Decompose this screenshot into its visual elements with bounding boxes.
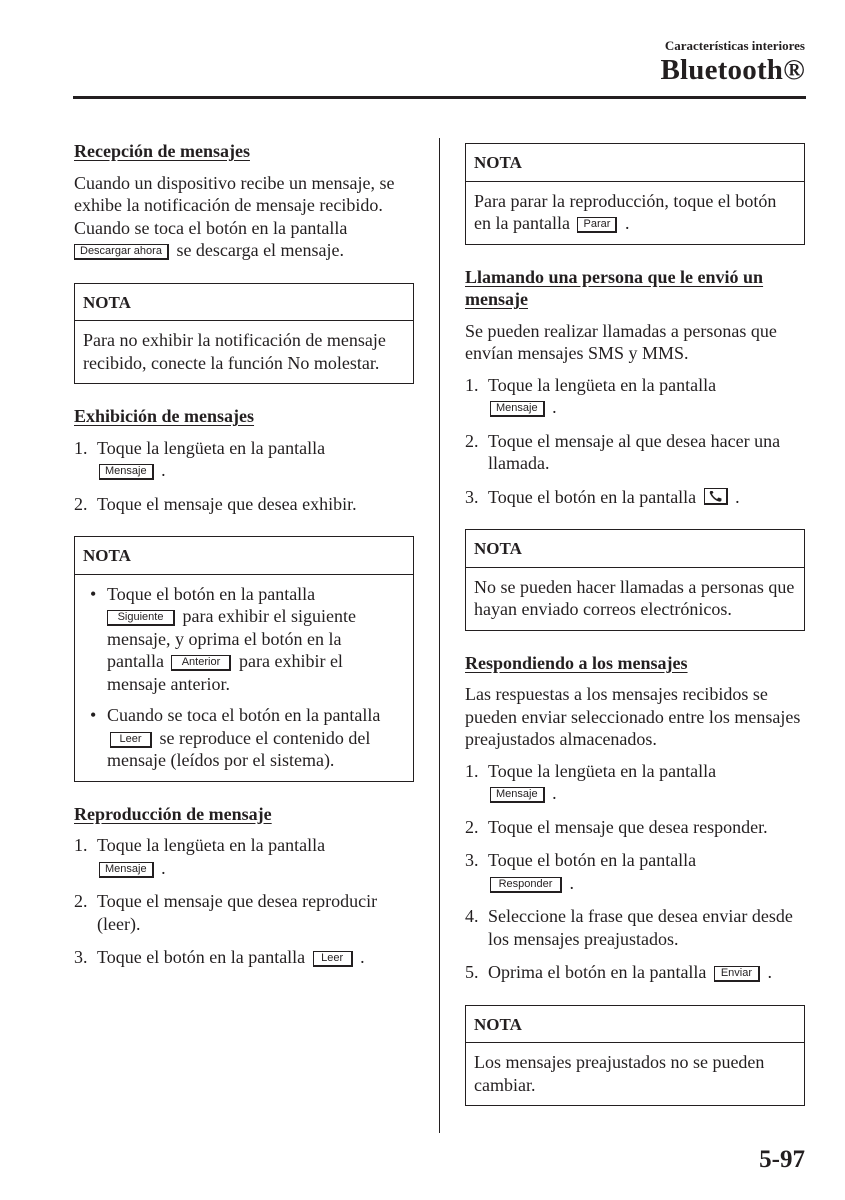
- enviar-button[interactable]: Enviar: [714, 966, 760, 982]
- heading-reproduccion: Reproducción de mensaje: [74, 803, 272, 824]
- chapter-title: Bluetooth®: [660, 54, 805, 86]
- step-text: .: [552, 783, 557, 803]
- steps-reproduccion: [74, 834, 414, 969]
- step-number: 1.: [74, 437, 88, 458]
- column-divider: [439, 138, 440, 1133]
- note-title: NOTA: [466, 1006, 804, 1044]
- step-item: [465, 816, 805, 839]
- bullet-text: para exhibir el mensaje anterior.: [107, 651, 343, 694]
- step-number: 2.: [74, 493, 88, 514]
- call-button[interactable]: [704, 488, 728, 505]
- step-number: 1.: [74, 835, 88, 855]
- bullet-text: Toque el botón en la pantalla: [107, 583, 316, 604]
- note-bullets: [83, 583, 405, 772]
- step-text: .: [161, 460, 166, 480]
- heading-recepcion: Recepción de mensajes: [74, 141, 250, 161]
- note-body: [75, 575, 413, 781]
- step-text: Toque la lengüeta en la pantalla: [488, 760, 717, 781]
- step-item: [465, 760, 805, 805]
- mensaje-button[interactable]: Mensaje: [99, 464, 154, 480]
- paragraph-text: se descarga el mensaje.: [176, 240, 345, 260]
- section-label: Características interiores: [664, 38, 805, 53]
- step-item: [465, 430, 805, 475]
- mensaje-button[interactable]: Mensaje: [99, 862, 154, 878]
- step-text: Seleccione la frase que desea enviar desde los mensajes preajustados.: [488, 906, 793, 949]
- step-item: [74, 834, 414, 879]
- paragraph-descargar: [74, 217, 414, 262]
- step-text: Toque el mensaje que desea exhibir.: [97, 493, 357, 514]
- anterior-button[interactable]: Anterior: [171, 655, 231, 671]
- steps-respondiendo: [465, 760, 805, 984]
- bullet-item: [83, 704, 405, 772]
- step-text: Toque el mensaje que desea reproducir (leer).: [97, 891, 378, 934]
- step-number: 3.: [465, 850, 479, 870]
- bullet-text: para exhibir el siguiente mensaje, y oprima el botón en la pantalla: [107, 606, 356, 671]
- step-text: .: [767, 962, 772, 982]
- note-title: NOTA: [75, 284, 413, 322]
- step-text: .: [161, 857, 166, 878]
- heading-exhibicion: Exhibición de mensajes: [74, 406, 255, 426]
- note-box: [465, 529, 805, 631]
- note-box: [465, 1005, 805, 1107]
- responder-button[interactable]: Responder: [490, 877, 562, 893]
- step-text: Toque el mensaje que desea responder.: [488, 816, 768, 837]
- step-item: [465, 374, 805, 419]
- step-text: .: [735, 486, 740, 507]
- step-text: .: [552, 397, 557, 417]
- bullet-text: Cuando se toca el botón en la pantalla: [107, 705, 381, 725]
- heading-respondiendo: Respondiendo a los mensajes: [465, 652, 688, 673]
- steps-llamando: [465, 374, 805, 509]
- note-body: Para no exhibir la notificación de mensaje recibido, conecte la función No molestar.: [83, 330, 386, 373]
- paragraph-text: Cuando se toca el botón en la pantalla: [74, 217, 348, 238]
- step-number: 3.: [465, 486, 479, 507]
- step-item: [74, 493, 414, 516]
- step-number: 3.: [74, 947, 88, 967]
- mensaje-button[interactable]: Mensaje: [490, 401, 545, 417]
- siguiente-button[interactable]: Siguiente: [107, 610, 175, 626]
- step-number: 1.: [465, 374, 479, 395]
- step-number: 1.: [465, 760, 479, 781]
- note-title: NOTA: [75, 537, 413, 575]
- note-box: [74, 283, 414, 385]
- bullet-dot: •: [90, 583, 97, 604]
- steps-exhibicion: [74, 437, 414, 516]
- step-number: 4.: [465, 906, 479, 926]
- note-body: No se pueden hacer llamadas a personas que hayan enviado correos electrónicos.: [474, 576, 795, 619]
- step-text: Toque el botón en la pantalla: [488, 486, 697, 507]
- step-item: [465, 849, 805, 894]
- step-text: .: [569, 872, 574, 893]
- note-text: Para parar la reproducción, toque el botón en la pantalla: [474, 190, 777, 233]
- parar-button[interactable]: Parar: [577, 217, 617, 233]
- paragraph-respondiendo: Las respuestas a los mensajes recibidos se pueden enviar seleccionado entre los mensajes preajustados almacenados.: [465, 684, 801, 749]
- note-box: [465, 143, 805, 245]
- step-text: Toque el botón en la pantalla: [488, 850, 697, 870]
- step-number: 2.: [74, 891, 88, 911]
- step-text: Toque la lengüeta en la pantalla: [97, 437, 326, 458]
- step-item: [465, 486, 805, 509]
- step-item: [74, 946, 414, 969]
- note-text: .: [624, 213, 630, 233]
- step-item: [74, 437, 414, 482]
- right-column: [465, 143, 805, 1106]
- step-number: 2.: [465, 430, 479, 451]
- step-number: 5.: [465, 962, 479, 982]
- note-body: Los mensajes preajustados no se pueden cambiar.: [474, 1052, 765, 1095]
- descargar-ahora-button[interactable]: Descargar ahora: [74, 244, 169, 260]
- note-title: NOTA: [466, 530, 804, 568]
- paragraph-recepcion: Cuando un dispositivo recibe un mensaje, se exhibe la notificación de mensaje recibido.: [74, 172, 395, 215]
- bullet-item: [83, 583, 405, 696]
- leer-button[interactable]: Leer: [110, 732, 152, 748]
- note-box: [74, 536, 414, 782]
- bullet-text: se reproduce el contenido del mensaje (leídos por el sistema).: [107, 727, 371, 770]
- step-text: Toque el mensaje al que desea hacer una llamada.: [488, 430, 781, 473]
- step-item: [74, 890, 414, 935]
- note-title: NOTA: [466, 144, 804, 182]
- bullet-dot: •: [90, 705, 97, 725]
- header-rule: [73, 96, 806, 99]
- step-text: Oprima el botón en la pantalla: [488, 962, 707, 982]
- step-item: [465, 961, 805, 984]
- step-number: 2.: [465, 816, 479, 837]
- phone-icon: [709, 490, 723, 502]
- step-text: .: [360, 947, 365, 967]
- leer-button[interactable]: Leer: [313, 951, 353, 967]
- step-text: Toque el botón en la pantalla: [97, 947, 306, 967]
- step-item: [465, 905, 805, 950]
- note-body: [466, 182, 804, 244]
- heading-llamando: Llamando una persona que le envió un mensaje: [465, 266, 764, 309]
- mensaje-button[interactable]: Mensaje: [490, 787, 545, 803]
- step-text: Toque la lengüeta en la pantalla: [488, 374, 717, 395]
- page-number: 5-97: [759, 1146, 805, 1173]
- paragraph-llamando: Se pueden realizar llamadas a personas que envían mensajes SMS y MMS.: [465, 320, 777, 363]
- left-column: [74, 140, 414, 969]
- step-text: Toque la lengüeta en la pantalla: [97, 835, 326, 855]
